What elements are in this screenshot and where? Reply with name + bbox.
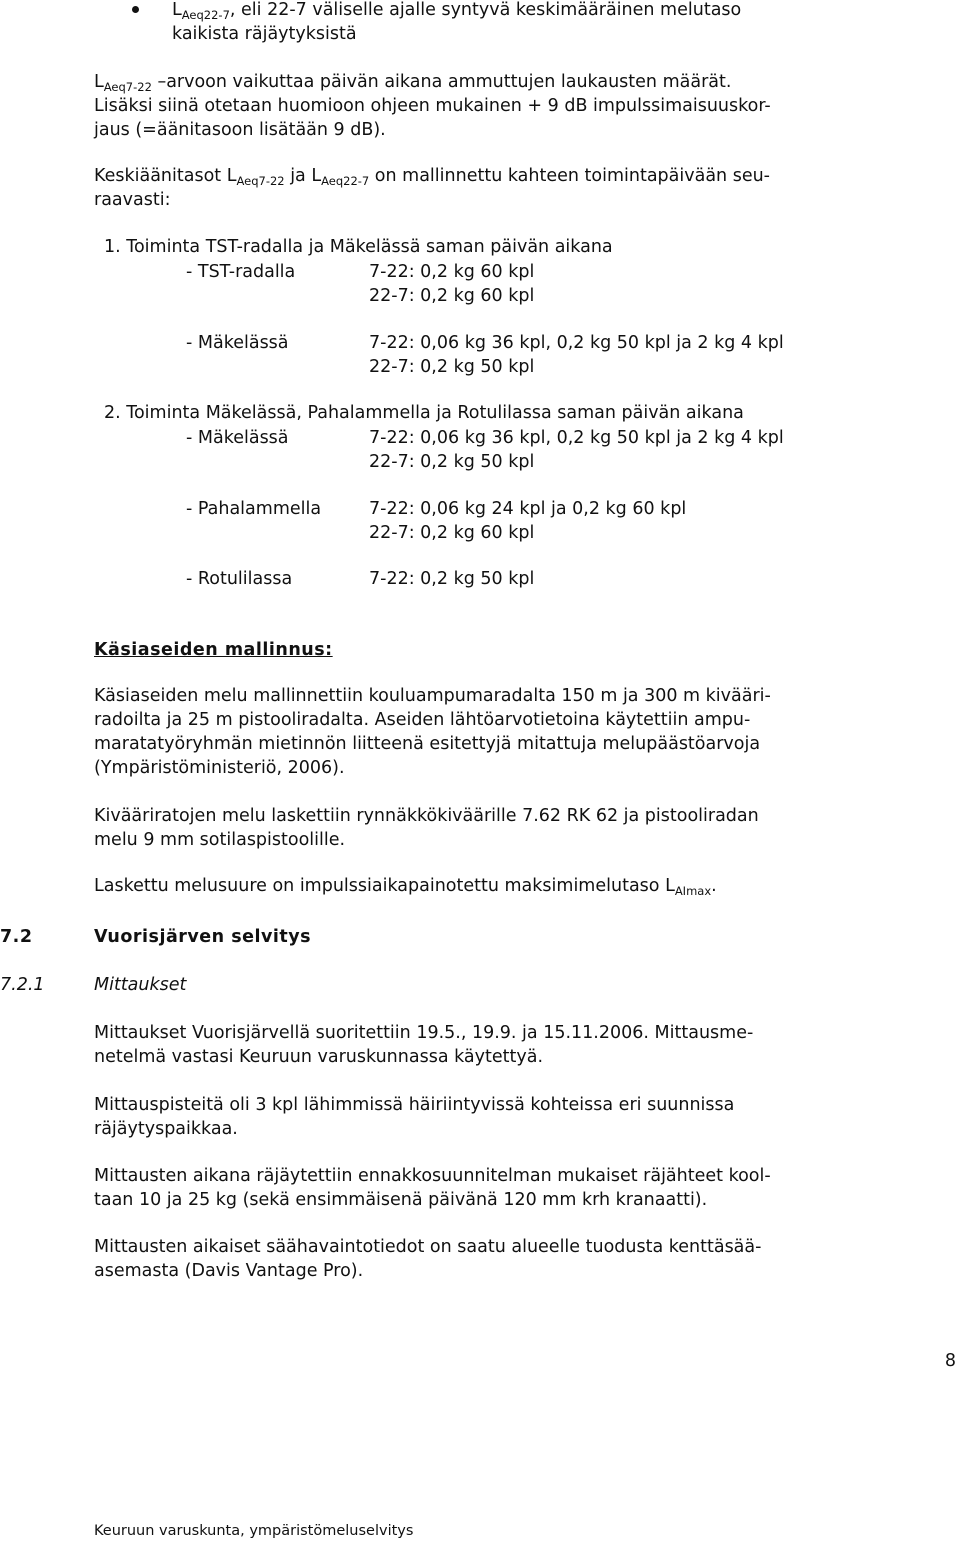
subsection-number: 7.2.1 bbox=[0, 975, 45, 995]
symbol-sub: AImax bbox=[674, 884, 712, 898]
handguns-p1-line: Käsiaseiden melu mallinnettiin kouluampumaradalta 150 m ja 300 m kivääri- bbox=[94, 686, 771, 706]
bullet-item bbox=[0, 0, 960, 60]
section-number: 7.2 bbox=[0, 927, 33, 947]
symbol-main: L bbox=[665, 876, 675, 896]
symbol-main: L bbox=[94, 72, 104, 92]
scenario-row-label: - Pahalammella bbox=[186, 499, 322, 519]
measurements-p4-line: asemasta (Davis Vantage Pro). bbox=[94, 1261, 364, 1281]
footer-text: Keuruun varuskunta, ympäristömeluselvitys bbox=[94, 1523, 414, 1539]
bullet-text: , eli 22-7 väliselle ajalle syntyvä keskimääräinen melutaso bbox=[229, 0, 742, 20]
para2-line-2: raavasti: bbox=[94, 190, 171, 210]
para1-line-1 bbox=[94, 72, 731, 92]
page-number: 8 bbox=[944, 1351, 956, 1371]
measurements-p3-line: Mittausten aikana räjäytettiin ennakkosuunnitelman mukaiset räjähteet kool- bbox=[94, 1166, 771, 1186]
scenario-row-value: 22-7: 0,2 kg 50 kpl bbox=[369, 357, 535, 377]
para2-line-1 bbox=[94, 166, 770, 186]
scenario2-title: 2. Toiminta Mäkelässä, Pahalammella ja Rotulilassa saman päivän aikana bbox=[104, 403, 744, 423]
symbol-sub: Aeq22-7 bbox=[321, 174, 370, 188]
symbol-sub: Aeq7-22 bbox=[236, 174, 285, 188]
scenario-row-label: - TST-radalla bbox=[186, 262, 296, 282]
measurements-p1-line: netelmä vastasi Keuruun varuskunnassa käytettyä. bbox=[94, 1047, 544, 1067]
scenario-row-value: 7-22: 0,06 kg 36 kpl, 0,2 kg 50 kpl ja 2 kg 4 kpl bbox=[369, 428, 784, 448]
scenario-row-value: 7-22: 0,2 kg 60 kpl bbox=[369, 262, 535, 282]
symbol-sub: Aeq7-22 bbox=[103, 80, 152, 94]
subsection-title: Mittaukset bbox=[94, 975, 187, 995]
scenario-row-label: - Mäkelässä bbox=[186, 333, 289, 353]
handguns-p2-line: melu 9 mm sotilaspistoolille. bbox=[94, 830, 346, 850]
symbol-main: L bbox=[311, 166, 322, 186]
section-title: Vuorisjärven selvitys bbox=[94, 927, 312, 947]
scenario-row-label: - Mäkelässä bbox=[186, 428, 289, 448]
para2-suffix: on mallinnettu kahteen toimintapäivään seu- bbox=[369, 166, 770, 186]
para1-line-2: Lisäksi siinä otetaan huomioon ohjeen mukainen + 9 dB impulssimaisuuskor- bbox=[94, 96, 771, 116]
handguns-p3-text: Laskettu melusuure on impulssiaikapainotettu maksimimelutaso bbox=[94, 876, 666, 896]
scenario-row-value: 7-22: 0,2 kg 50 kpl bbox=[369, 569, 535, 589]
handguns-heading: Käsiaseiden mallinnus: bbox=[94, 640, 333, 660]
scenario1-title: 1. Toiminta TST-radalla ja Mäkelässä saman päivän aikana bbox=[104, 237, 613, 257]
handguns-p3-line bbox=[94, 876, 717, 896]
scenario-row-value: 7-22: 0,06 kg 36 kpl, 0,2 kg 50 kpl ja 2 kg 4 kpl bbox=[369, 333, 784, 353]
para1-line-3: jaus (=äänitasoon lisätään 9 dB). bbox=[94, 120, 386, 140]
measurements-p2-line: Mittauspisteitä oli 3 kpl lähimmissä häiriintyvissä kohteissa eri suunnissa bbox=[94, 1095, 735, 1115]
scenario-row-value: 22-7: 0,2 kg 60 kpl bbox=[369, 286, 535, 306]
scenario-row-value: 7-22: 0,06 kg 24 kpl ja 0,2 kg 60 kpl bbox=[369, 499, 687, 519]
bullet-line-2: kaikista räjäytyksistä bbox=[172, 24, 357, 44]
measurements-p2-line: räjäytyspaikkaa. bbox=[94, 1119, 238, 1139]
para2-mid: ja bbox=[284, 166, 312, 186]
para2-prefix: Keskiäänitasot bbox=[94, 166, 227, 186]
handguns-p1-line: (Ympäristöministeriö, 2006). bbox=[94, 758, 345, 778]
para1-text: –arvoon vaikuttaa päivän aikana ammuttujen laukausten määrät. bbox=[151, 72, 732, 92]
bullet-dot bbox=[132, 6, 139, 13]
handguns-p3-suffix: . bbox=[711, 876, 717, 896]
handguns-p2-line: Kivääriratojen melu laskettiin rynnäkkökiväärille 7.62 RK 62 ja pistooliradan bbox=[94, 806, 759, 826]
symbol-main: L bbox=[226, 166, 237, 186]
measurements-p4-line: Mittausten aikaiset säähavaintotiedot on saatu alueelle tuodusta kenttäsää- bbox=[94, 1237, 762, 1257]
scenario-row-value: 22-7: 0,2 kg 60 kpl bbox=[369, 523, 535, 543]
bullet-line-1 bbox=[172, 0, 741, 20]
measurements-p3-line: taan 10 ja 25 kg (sekä ensimmäisenä päivänä 120 mm krh kranaatti). bbox=[94, 1190, 708, 1210]
symbol-sub: Aeq22-7 bbox=[181, 8, 230, 22]
scenario-row-label: - Rotulilassa bbox=[186, 569, 293, 589]
measurements-p1-line: Mittaukset Vuorisjärvellä suoritettiin 19.5., 19.9. ja 15.11.2006. Mittausme- bbox=[94, 1023, 754, 1043]
handguns-p1-line: radoilta ja 25 m pistooliradalta. Aseiden lähtöarvotietoina käytettiin ampu- bbox=[94, 710, 751, 730]
handguns-p1-line: maratatyöryhmän mietinnön liitteenä esitettyjä mitattuja melupäästöarvoja bbox=[94, 734, 761, 754]
symbol-main: L bbox=[172, 0, 182, 20]
scenario-row-value: 22-7: 0,2 kg 50 kpl bbox=[369, 452, 535, 472]
